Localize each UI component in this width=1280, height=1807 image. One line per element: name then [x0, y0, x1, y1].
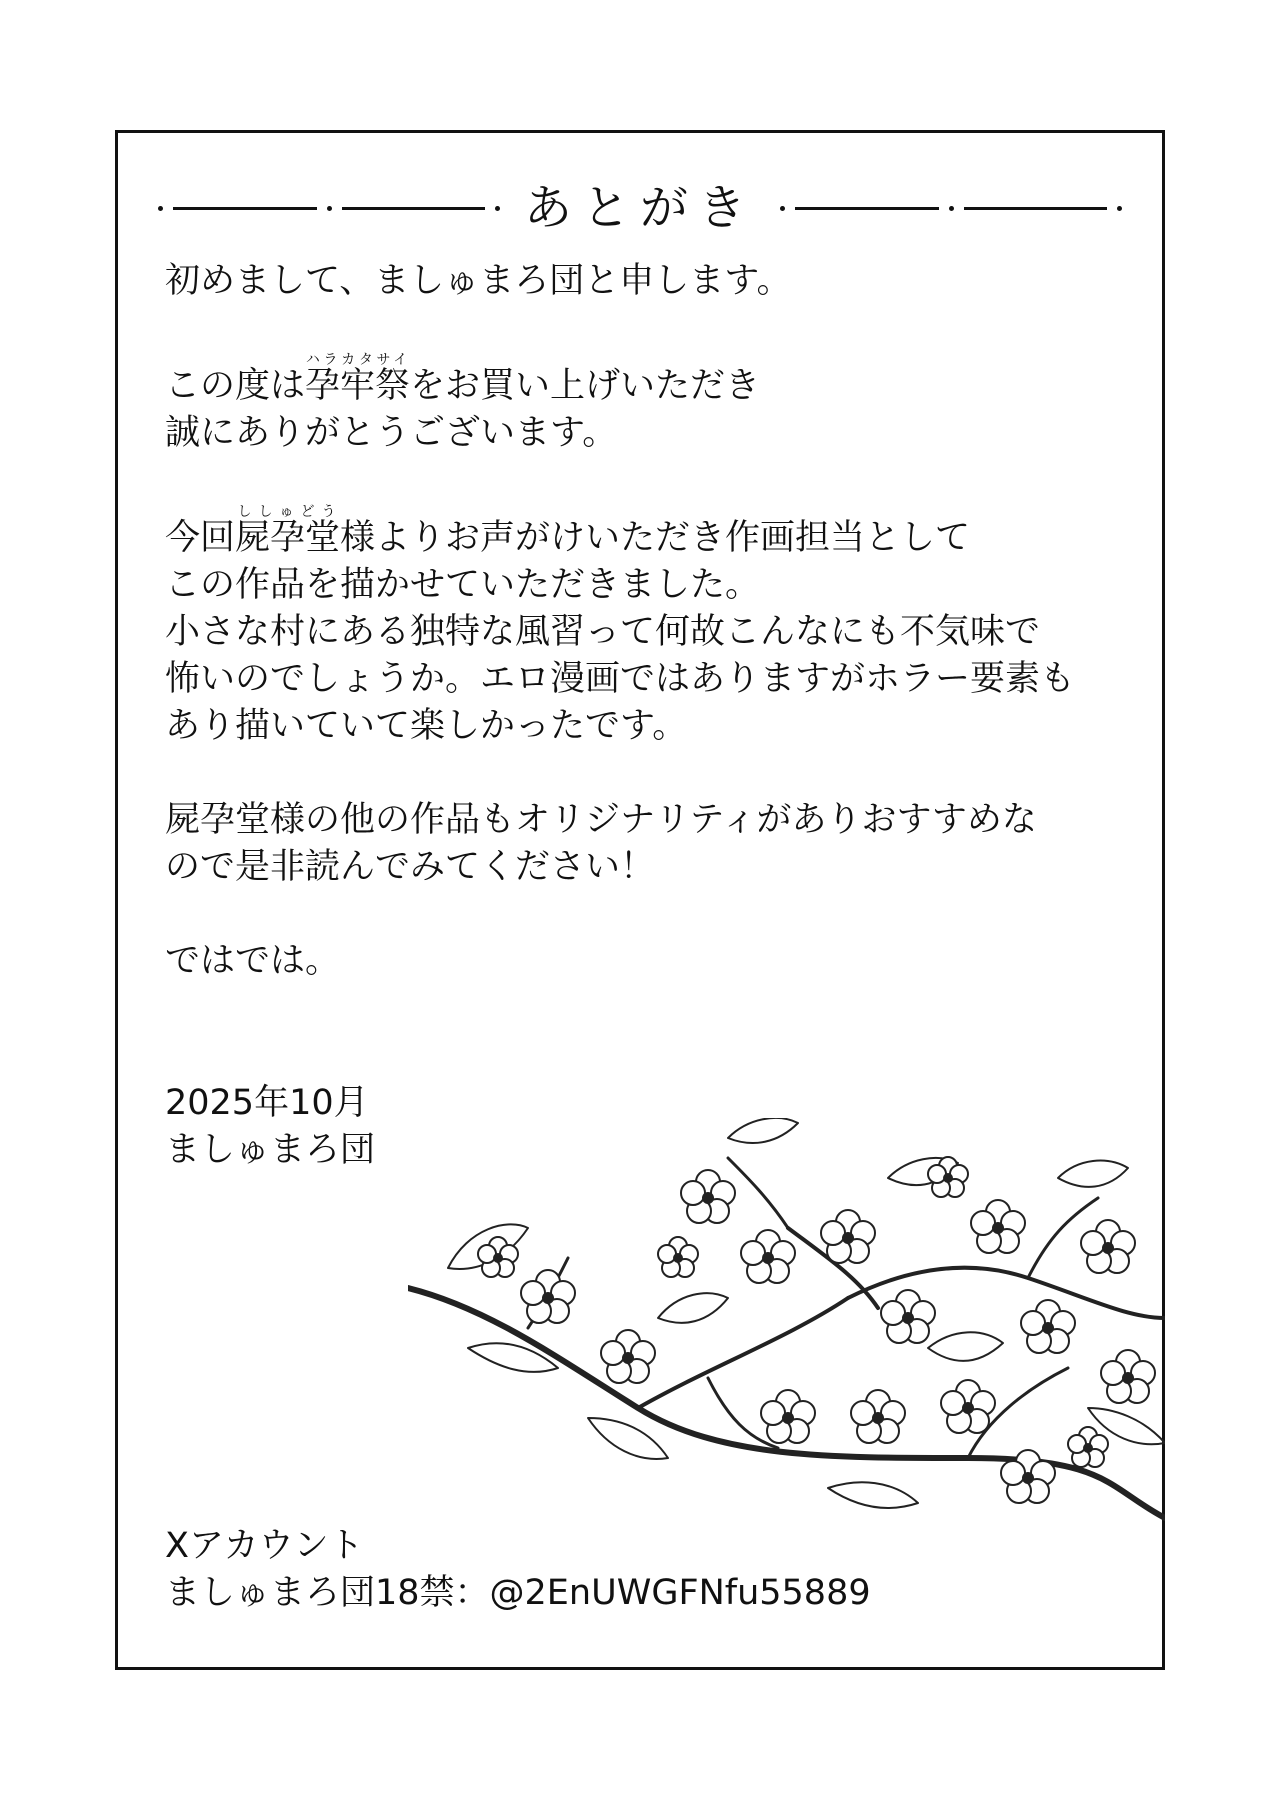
account-block: [165, 1523, 871, 1617]
thanks-line-2: 誠にありがとうございます。: [165, 413, 618, 453]
story-line-5: あり描いていて楽しかったです。: [165, 706, 688, 746]
signature-author: ましゅまろ団: [165, 1130, 376, 1170]
blossom-branch-illustration: [408, 1118, 1165, 1548]
account-label: Xアカウント: [165, 1526, 364, 1566]
closing-line: ではでは。: [165, 941, 341, 981]
signature-date: 2025年10月: [165, 1083, 369, 1123]
intro-paragraph: [165, 258, 1115, 305]
story-paragraph: [165, 504, 1115, 750]
story-line-3: 小さな村にある独特な風習って何故こんなにも不気味で: [165, 612, 1041, 652]
story-line-2: この作品を描かせていただきました。: [165, 565, 761, 605]
closing-paragraph: [165, 938, 1115, 985]
signature-block: [165, 1080, 375, 1174]
recommend-line-1: 屍孕堂様の他の作品もオリジナリティがありおすすめな: [165, 800, 1037, 840]
afterword-body: [165, 258, 1115, 1032]
right-ornament: [780, 206, 1122, 211]
recommend-line-2: ので是非読んでみてください！: [165, 847, 656, 887]
thanks-paragraph: [165, 352, 1115, 457]
title-ruby: 孕牢祭ハラカタサイ: [305, 352, 411, 406]
account-handle[interactable]: ましゅまろ団18禁：@2EnUWGFNfu55889: [165, 1573, 871, 1613]
page-title: あとがき: [524, 180, 757, 236]
afterword-header: [158, 173, 1122, 243]
afterword-frame: [115, 130, 1165, 1670]
intro-line: 初めまして、ましゅまろ団と申します。: [165, 261, 792, 301]
story-line-1: 今回屍孕堂ししゅどう様よりお声がけいただき作画担当として: [165, 504, 971, 558]
recommend-paragraph: [165, 797, 1115, 891]
left-ornament: [158, 206, 500, 211]
story-line-4: 怖いのでしょうか。エロ漫画ではありますがホラー要素も: [165, 659, 1076, 699]
thanks-line-1: この度は孕牢祭ハラカタサイをお買い上げいただき: [165, 352, 761, 406]
circle-name-ruby: 屍孕堂ししゅどう: [235, 504, 341, 558]
